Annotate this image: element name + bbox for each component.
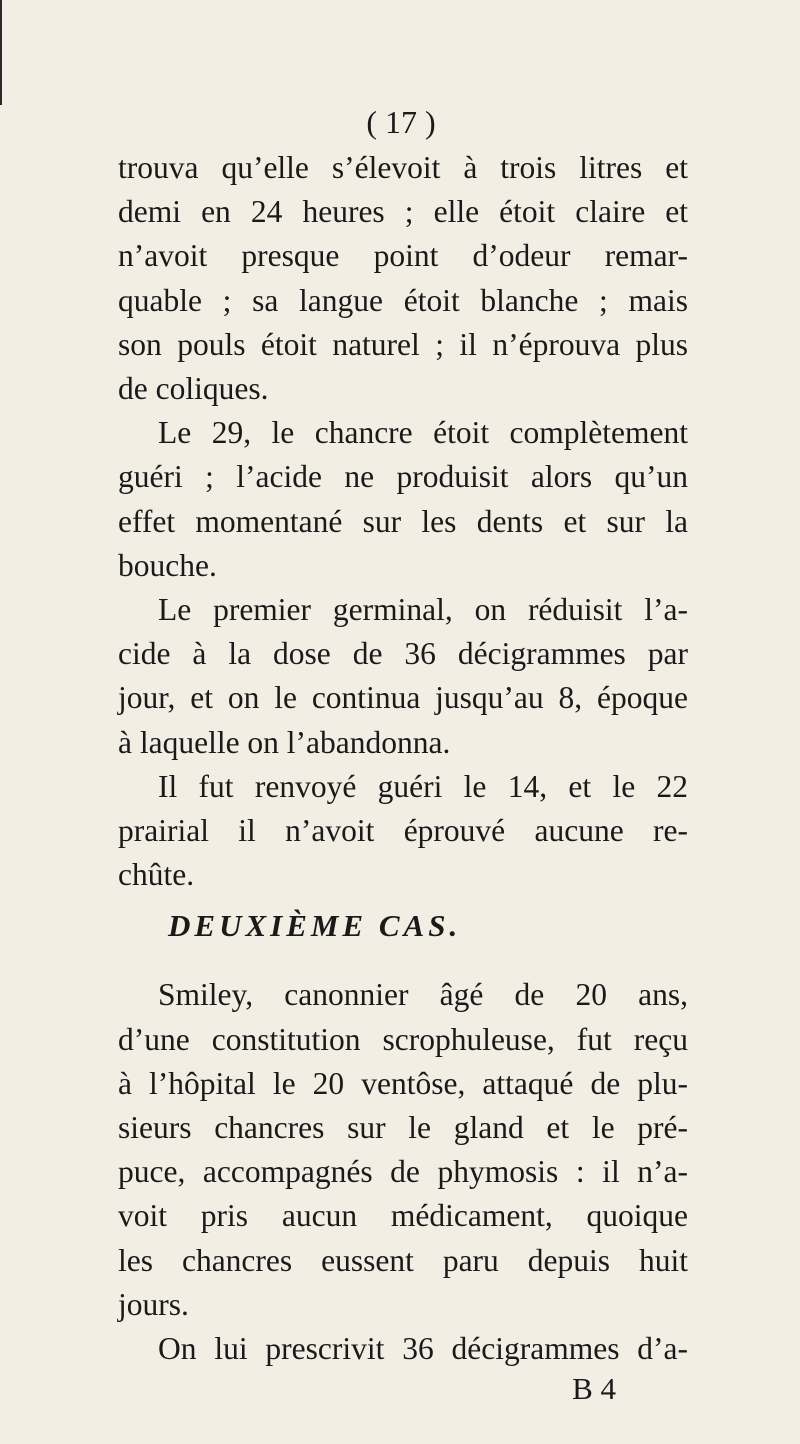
- text-line: voit pris aucun médicament, quoique: [118, 1198, 688, 1234]
- text-line: demi en 24 heures ; elle étoit claire et: [118, 194, 688, 230]
- text-line: à laquelle on l’abandonna.: [118, 724, 451, 760]
- page-number: ( 17 ): [366, 104, 436, 140]
- text-line: les chancres eussent paru depuis huit: [118, 1242, 688, 1278]
- text-line: effet momentané sur les dents et sur la: [118, 503, 688, 539]
- text-line: puce, accompagnés de phymosis : il n’a-: [118, 1154, 688, 1190]
- text-line: quable ; sa langue étoit blanche ; mais: [118, 282, 688, 318]
- paragraph-3: [118, 588, 688, 765]
- text-line: son pouls étoit naturel ; il n’éprouva plus: [118, 326, 688, 362]
- text-line: Le 29, le chancre étoit complètement: [158, 415, 688, 451]
- section-heading: DEUXIÈME CAS.: [168, 908, 462, 944]
- text-line: cide à la dose de 36 décigrammes par: [118, 636, 688, 672]
- signature-mark: B 4: [572, 1371, 616, 1407]
- text-line: trouva qu’elle s’élevoit à trois litres et: [118, 150, 688, 185]
- text-line: Il fut renvoyé guéri le 14, et le 22: [158, 768, 688, 804]
- text-line: On lui prescrivit 36 décigrammes d’a-: [158, 1331, 688, 1367]
- text-line: bouche.: [118, 547, 217, 583]
- paragraph-5: [118, 973, 688, 1327]
- text-line: n’avoit presque point d’odeur remar-: [118, 238, 688, 274]
- text-line: Le premier germinal, on réduisit l’a-: [158, 592, 688, 628]
- text-line: jours.: [118, 1286, 189, 1322]
- text-line: de coliques.: [118, 371, 269, 407]
- paragraph-6: [118, 1327, 688, 1371]
- paragraph-1: [118, 146, 688, 411]
- text-line: à l’hôpital le 20 ventôse, attaqué de plu-: [118, 1065, 688, 1101]
- page-text: [118, 100, 688, 1407]
- paragraph-4: [118, 765, 688, 898]
- text-line: jour, et on le continua jusqu’au 8, époque: [118, 680, 688, 716]
- text-line: prairial il n’avoit éprouvé aucune re-: [118, 813, 688, 849]
- text-line: Smiley, canonnier âgé de 20 ans,: [158, 977, 688, 1013]
- text-line: guéri ; l’acide ne produisit alors qu’un: [118, 459, 688, 495]
- text-line: chûte.: [118, 857, 195, 893]
- text-line: d’une constitution scrophuleuse, fut reçu: [118, 1021, 688, 1057]
- text-line: sieurs chancres sur le gland et le pré-: [118, 1110, 688, 1146]
- paragraph-2: [118, 411, 688, 588]
- page-edge-line: [0, 0, 2, 105]
